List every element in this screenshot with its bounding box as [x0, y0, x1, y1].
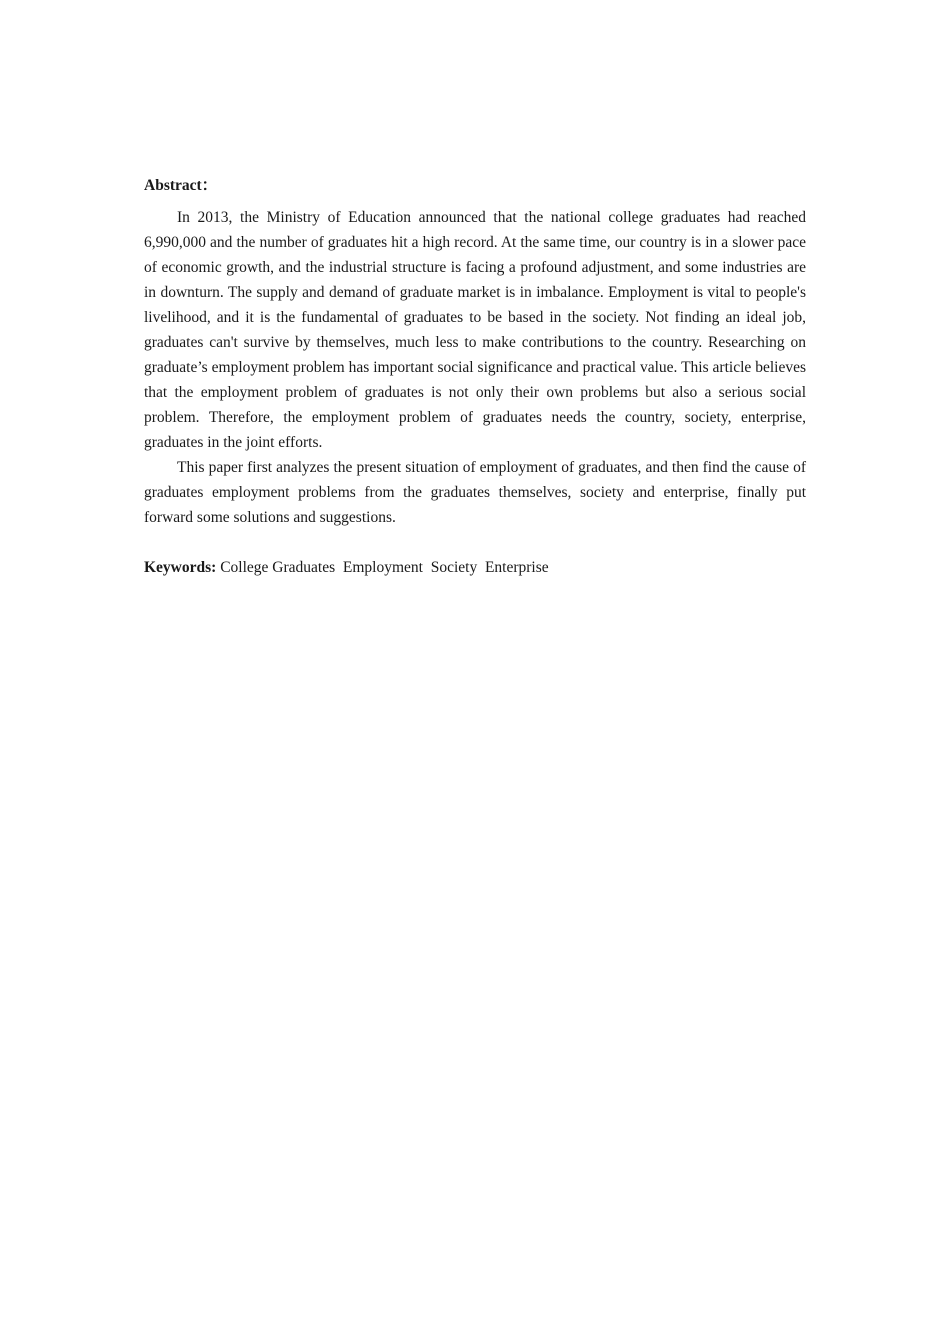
keyword-item: Enterprise	[484, 559, 549, 576]
abstract-heading: Abstract：	[144, 177, 218, 194]
abstract-paragraph-2: This paper first analyzes the present situation of employment of graduates, and then find the cause of graduates employment problems from the graduates themselves, society and enterprise, finally put forward some solutions and suggestions.	[144, 459, 806, 526]
keyword-item: Employment	[342, 559, 423, 576]
keyword-item: Society	[430, 559, 478, 576]
keyword-item: College Graduates	[220, 559, 336, 576]
keywords-line	[144, 555, 806, 580]
abstract-section	[144, 176, 806, 580]
abstract-paragraph-1: In 2013, the Ministry of Education announced that the national college graduates had reached 6,990,000 and the number of graduates hit a high record. At the same time, our country is in a slower pace of economic growth, and the industrial structure is facing a profound adjustment, and some industries are in downturn. The supply and demand of graduate market is in imbalance. Employment is vital to people's livelihood, and it is the fundamental of graduates to be based in the society. Not finding an ideal job, graduates can't survive by themselves, much less to make contributions to the country. Researching on graduate’s employment problem has important social significance and practical value. This article believes that the employment problem of graduates is not only their own problems but also a serious social problem. Therefore, the employment problem of graduates needs the country, society, enterprise, graduates in the joint efforts.	[144, 209, 806, 451]
keywords-label: Keywords:	[144, 559, 217, 576]
